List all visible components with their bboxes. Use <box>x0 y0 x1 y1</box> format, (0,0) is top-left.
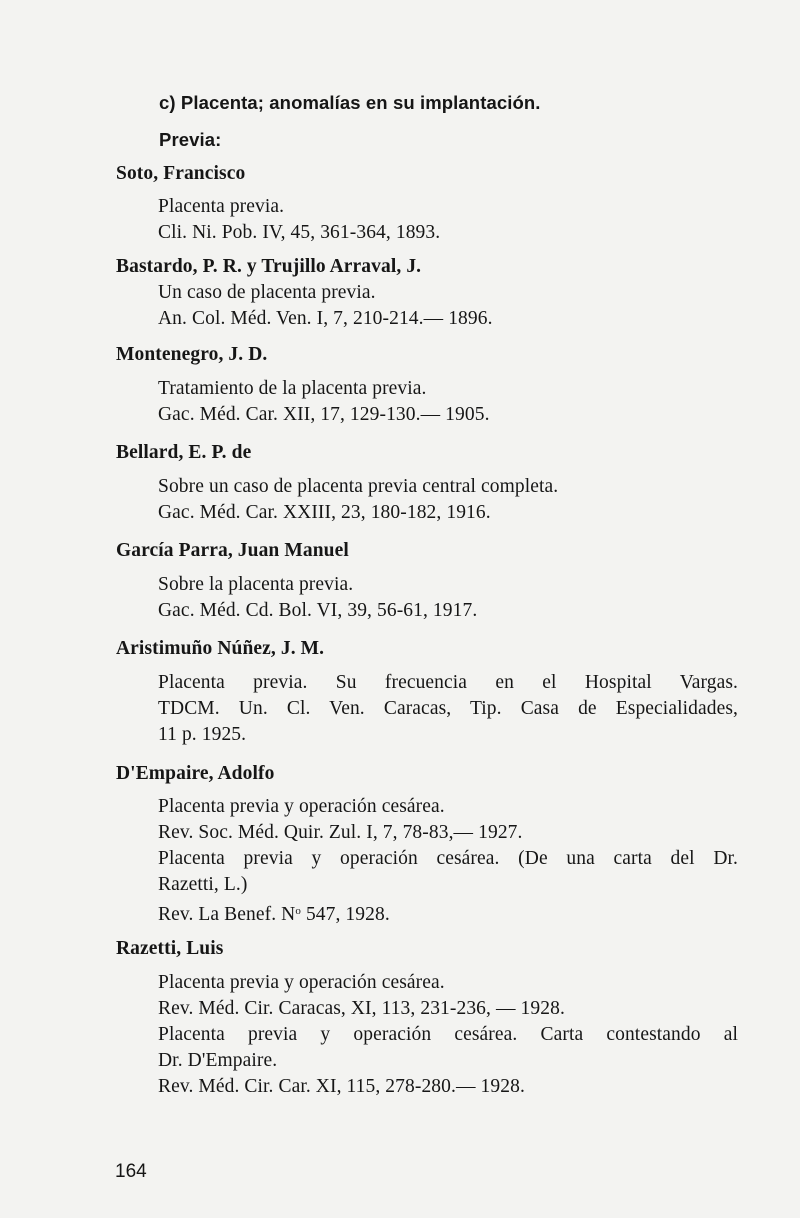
page-number: 164 <box>115 1161 147 1182</box>
entry-citation: Rev. Soc. Méd. Quir. Zul. I, 7, 78-83,— 1927. <box>158 822 523 843</box>
subsection-title: Previa: <box>159 129 222 150</box>
entry-citation: Gac. Méd. Car. XII, 17, 129-130.— 1905. <box>158 404 490 425</box>
entry-citation: Gac. Méd. Car. XXIII, 23, 180-182, 1916. <box>158 502 491 523</box>
entry-author: Soto, Francisco <box>116 163 246 184</box>
entry-title: Razetti, L.) <box>158 874 248 895</box>
entry-title: Sobre la placenta previa. <box>158 574 354 595</box>
entry-author: Montenegro, J. D. <box>116 344 268 365</box>
entry-citation: 11 p. 1925. <box>158 724 247 745</box>
entry-author: Razetti, Luis <box>116 938 224 959</box>
entry-citation: Rev. Méd. Cir. Caracas, XI, 113, 231-236, — 1928. <box>158 998 565 1019</box>
entry-citation: Cli. Ni. Pob. IV, 45, 361-364, 1893. <box>158 222 441 243</box>
entry-citation-part: 547, 1928. <box>305 904 390 925</box>
entry-title: Sobre un caso de placenta previa central completa. <box>158 476 559 497</box>
entry-citation: TDCM. Un. Cl. Ven. Caracas, Tip. Casa de Especialidades, <box>158 698 738 719</box>
entry-citation-part: Rev. La Benef. N <box>158 904 296 925</box>
entry-citation: Rev. Méd. Cir. Car. XI, 115, 278-280.— 1928. <box>158 1076 525 1097</box>
entry-citation: Gac. Méd. Cd. Bol. VI, 39, 56-61, 1917. <box>158 600 478 621</box>
entry-author: García Parra, Juan Manuel <box>116 540 349 561</box>
entry-citation: An. Col. Méd. Ven. I, 7, 210-214.— 1896. <box>158 308 493 329</box>
ordinal-mark: o <box>295 905 301 917</box>
entry-title: Tratamiento de la placenta previa. <box>158 378 427 399</box>
entry-title: Placenta previa y operación cesárea. (De una carta del Dr. <box>158 848 738 869</box>
entry-author: Bastardo, P. R. y Trujillo Arraval, J. <box>116 256 422 277</box>
entry-title: Dr. D'Empaire. <box>158 1050 278 1071</box>
entry-title: Placenta previa y operación cesárea. Carta contestando al <box>158 1024 738 1045</box>
entry-title: Placenta previa. <box>158 196 285 217</box>
entry-author: Bellard, E. P. de <box>116 442 252 463</box>
entry-citation <box>158 898 390 928</box>
entry-author: Aristimuño Núñez, J. M. <box>116 638 325 659</box>
entry-title: Un caso de placenta previa. <box>158 282 376 303</box>
entry-author: D'Empaire, Adolfo <box>116 763 275 784</box>
entry-title: Placenta previa y operación cesárea. <box>158 796 445 817</box>
section-title: c) Placenta; anomalías en su implantación. <box>159 92 541 113</box>
entry-title: Placenta previa. Su frecuencia en el Hospital Vargas. <box>158 672 738 693</box>
entry-title: Placenta previa y operación cesárea. <box>158 972 445 993</box>
